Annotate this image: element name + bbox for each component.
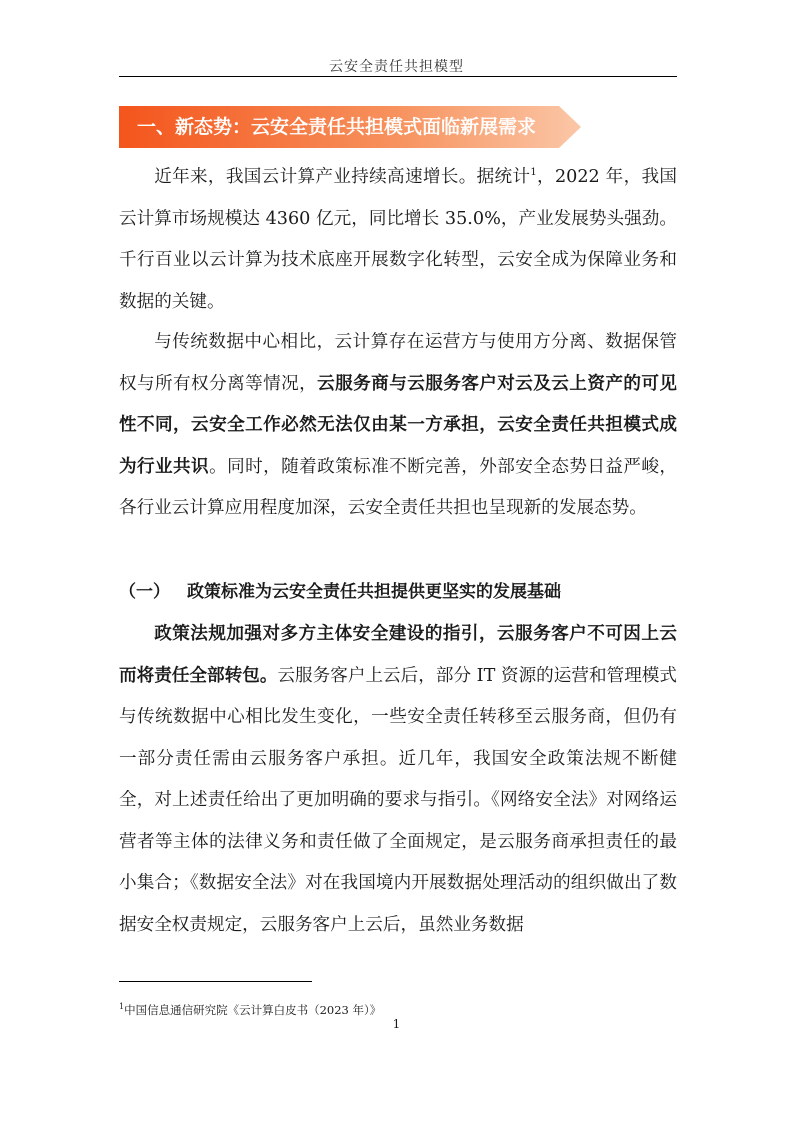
subsection-title: 政策标准为云安全责任共担提供更坚实的发展基础 <box>187 582 561 602</box>
paragraph-1 <box>119 157 677 323</box>
header-divider <box>119 76 677 77</box>
subsection-heading <box>119 574 677 610</box>
paragraph-3 <box>119 614 677 946</box>
paragraph-3-text: 云服务客户上云后，部分 IT 资源的运营和管理模式与传统数据中心相比发生变化，一些安全责任转移至云服务商，但仍有一部分责任需由云服务客户承担。近几年，我国安全政策法规不断健全，对上述责任给出了更加明确的要求与指引。《网络安全法》对网络运营者等主体的法律义务和责任做了全面规定，是云服务商承担责任的最小集合；《数据安全法》对在我国境内开展数据处理活动的组织做出了数据安全权责规定，云服务客户上云后，虽然业务数据 <box>119 665 677 935</box>
paragraph-1-text-a: 近年来，我国云计算产业持续高速增长。据统计 <box>154 167 531 187</box>
section-title: 一、新态势：云安全责任共担模式面临新展需求 <box>137 116 537 138</box>
paragraph-2 <box>119 322 677 530</box>
footnote <box>119 1002 381 1018</box>
paragraph-1-text-b: ，2022 年，我国云计算市场规模达 4360 亿元，同比增长 35.0%，产业发展势头强劲。千行百业以云计算为技术底座开展数字化转型，云安全成为保障业务和数据的关键。 <box>119 167 677 312</box>
paragraph-2-text-b: 。同时，随着政策标准不断完善，外部安全态势日益严峻，各行业云计算应用程度加深，云安全责任共担也呈现新的发展态势。 <box>119 456 677 518</box>
footnote-marker: 1 <box>119 1002 125 1011</box>
running-header: 云安全责任共担模型 <box>329 59 464 75</box>
paragraph-2-text-a: 与传统数据中心相比，云计算存在运营方与使用方分离、数据保管权与所有权分离等情况， <box>119 332 677 394</box>
footnote-ref[interactable]: 1 <box>530 167 537 178</box>
paragraph-3-bold: 政策法规加强对多方主体安全建设的指引，云服务客户不可因上云而将责任全部转包。 <box>119 624 677 686</box>
subsection-number: （一） <box>119 582 170 602</box>
page-number: 1 <box>392 1017 401 1031</box>
section-banner <box>119 106 581 148</box>
footnote-divider <box>119 981 312 982</box>
paragraph-2-bold: 云服务商与云服务客户对云及云上资产的可见性不同，云安全工作必然无法仅由某一方承担，云安全责任共担模式成为行业共识 <box>119 373 677 477</box>
footnote-text: 中国信息通信研究院《云计算白皮书（2023 年）》 <box>124 1003 382 1017</box>
